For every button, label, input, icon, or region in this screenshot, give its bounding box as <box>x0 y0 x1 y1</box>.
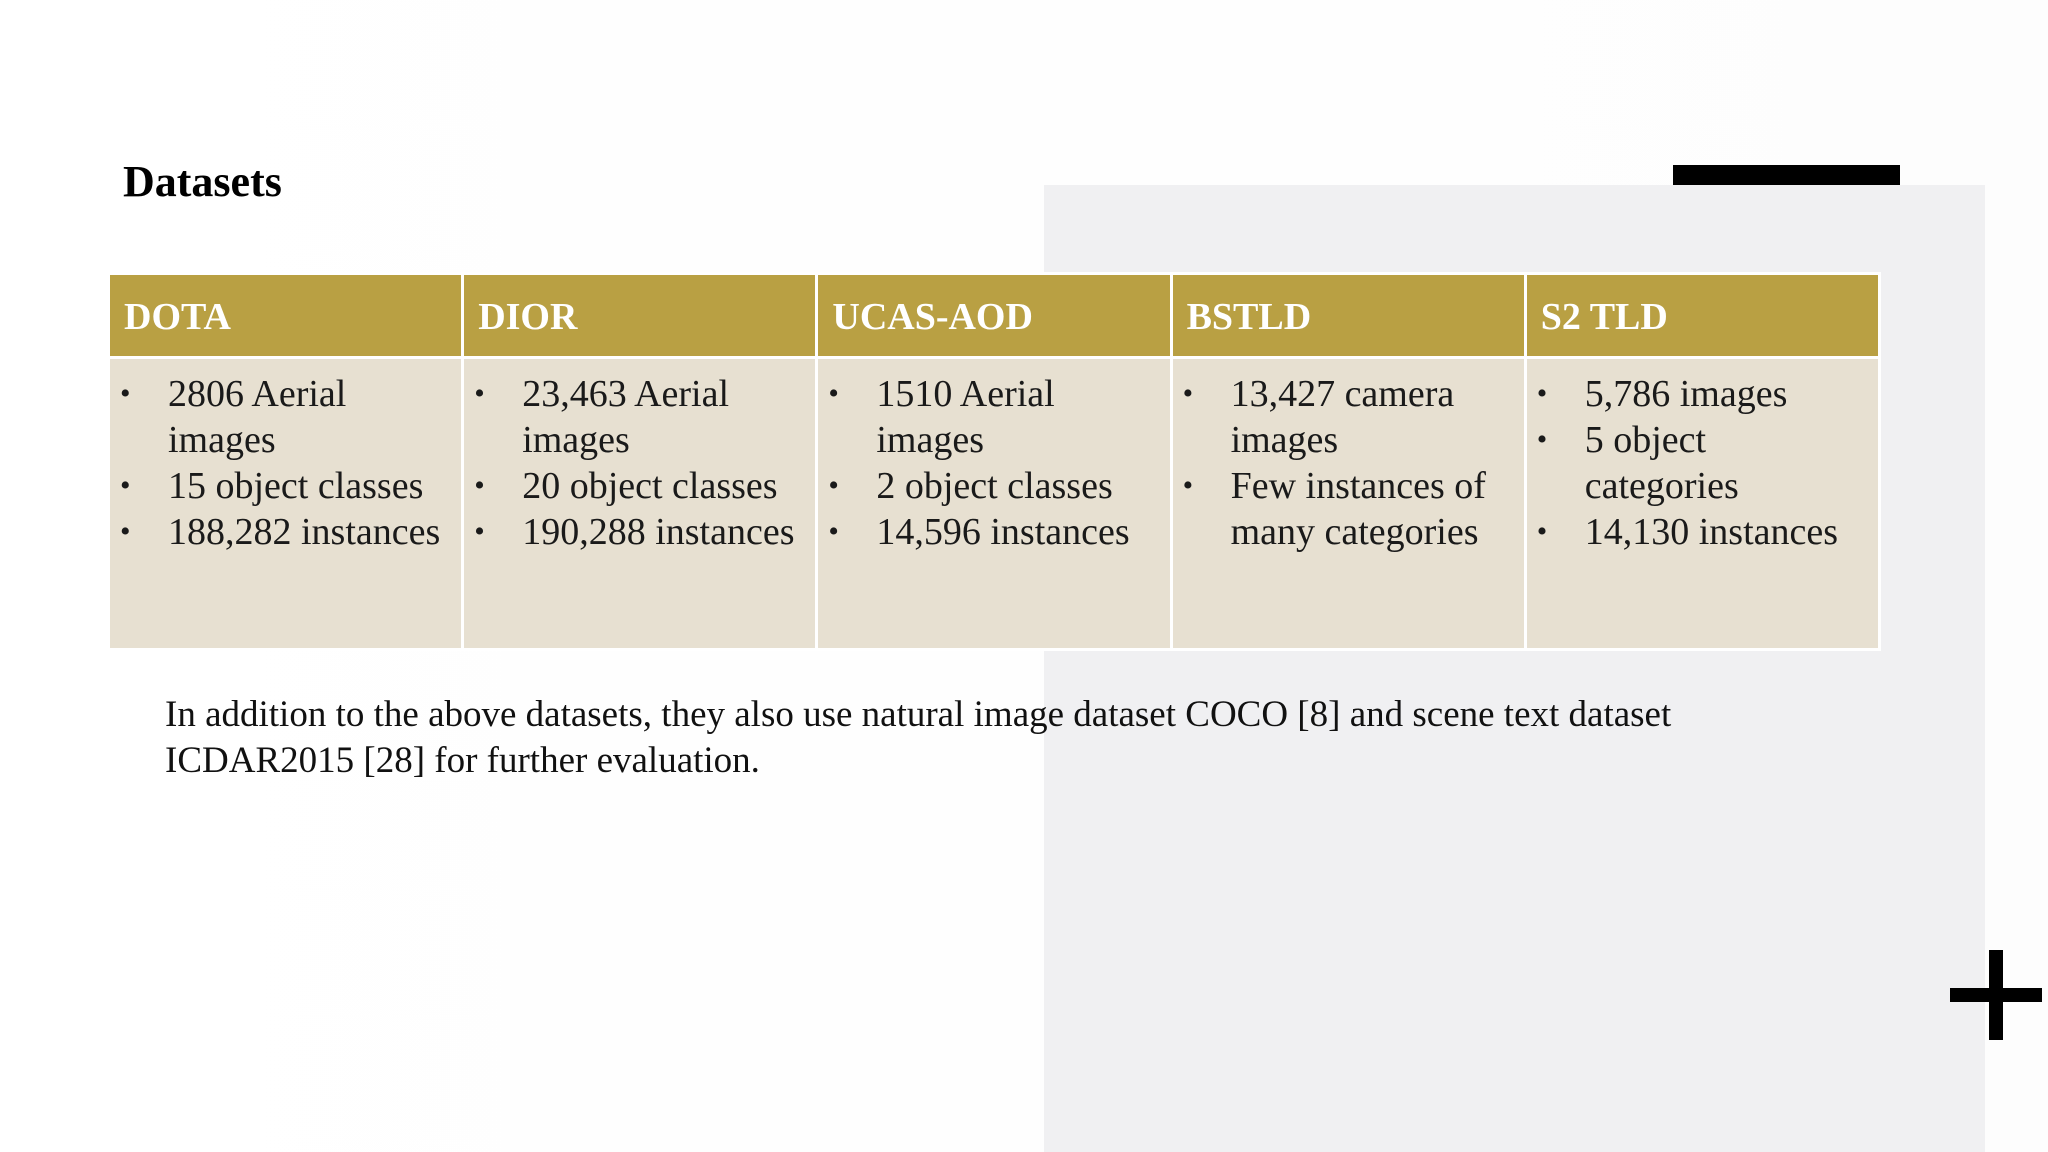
bullet-list <box>1183 371 1514 555</box>
list-item: • 14,596 instances <box>876 509 1159 555</box>
bullet-list <box>828 371 1159 555</box>
list-item: • 15 object classes <box>168 463 451 509</box>
list-item: • 5 object categories <box>1585 417 1868 509</box>
column-header-dior: DIOR <box>463 274 817 358</box>
list-item: • 13,427 camera images <box>1231 371 1514 463</box>
list-item: • 1510 Aerial images <box>876 371 1159 463</box>
bullet-list <box>120 371 451 555</box>
black-accent-bar <box>1673 165 1900 185</box>
column-header-dota: DOTA <box>109 274 463 358</box>
column-header-s2tld: S2 TLD <box>1525 274 1879 358</box>
note-paragraph: In addition to the above datasets, they also use natural image dataset COCO [8] and scene text dataset ICDAR2015 [28] for further evaluation. <box>165 694 1672 781</box>
bullet-list <box>474 371 805 555</box>
list-item: • 20 object classes <box>522 463 805 509</box>
column-header-ucas-aod: UCAS-AOD <box>817 274 1171 358</box>
cell-dior <box>463 358 817 650</box>
cell-ucas-aod <box>817 358 1171 650</box>
list-item: • 5,786 images <box>1585 371 1868 417</box>
cell-bstld <box>1171 358 1525 650</box>
table-row <box>109 358 1880 650</box>
cell-s2tld <box>1525 358 1879 650</box>
slide-title: Datasets <box>123 157 282 206</box>
list-item: • 2806 Aerial images <box>168 371 451 463</box>
table-header-row <box>109 274 1880 358</box>
list-item: • Few instances of many categories <box>1231 463 1514 555</box>
plus-icon <box>1950 950 2042 1040</box>
list-item: • 14,130 instances <box>1585 509 1868 555</box>
list-item: • 190,288 instances <box>522 509 805 555</box>
cell-dota <box>109 358 463 650</box>
list-item: • 2 object classes <box>876 463 1159 509</box>
column-header-bstld: BSTLD <box>1171 274 1525 358</box>
list-item: • 23,463 Aerial images <box>522 371 805 463</box>
list-item: • 188,282 instances <box>168 509 451 555</box>
bullet-list <box>1537 371 1868 555</box>
datasets-table <box>107 272 1881 651</box>
